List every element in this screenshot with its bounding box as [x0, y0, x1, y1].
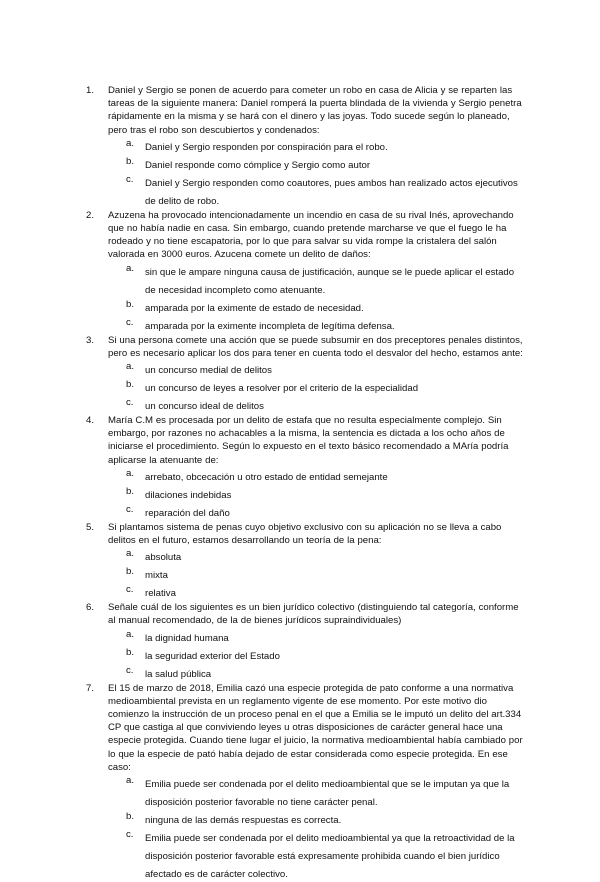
option-letter: c.: [126, 664, 134, 676]
option-letter: c.: [126, 316, 134, 328]
question-number: 5.: [86, 521, 95, 533]
option-item: [126, 547, 526, 565]
question-number: 1.: [86, 85, 95, 96]
question-number: 3.: [86, 334, 95, 346]
option-text: un concurso ideal de delitos: [145, 401, 264, 413]
option-item: [126, 155, 526, 173]
question-6: [86, 601, 526, 681]
option-item: [126, 396, 526, 414]
option-text: Daniel y Sergio responden como coautores, pues ambos han realizado actos ejecutivos de delito de robo.: [145, 177, 518, 207]
option-item: [126, 360, 526, 378]
option-text: amparada por la eximente de estado de necesidad.: [145, 302, 364, 314]
option-letter: b.: [126, 298, 135, 310]
option-text: absoluta: [145, 552, 182, 564]
option-item: [126, 646, 526, 664]
question-text: Daniel y Sergio se ponen de acuerdo para cometer un robo en casa de Alicia y se reparten las tareas de la siguiente manera: Daniel romperá la puerta blindada de la vivienda y Sergio penetra rápidamente en la misma y se hará con el dinero y las joyas. Todo sucede según lo planeado, pero tras el robo son descubiertos y condenados:: [108, 85, 522, 136]
option-letter: b.: [126, 379, 135, 391]
option-text: reparación del daño: [145, 507, 230, 519]
option-item: [126, 485, 526, 503]
question-number: 6.: [86, 602, 95, 614]
option-item: [126, 583, 526, 601]
option-letter: b.: [126, 485, 135, 497]
option-text: un concurso de leyes a resolver por el criterio de la especialidad: [145, 383, 419, 395]
option-list: [108, 628, 526, 682]
option-letter: b.: [126, 646, 135, 658]
option-list: [108, 547, 526, 601]
question-3: [86, 334, 526, 414]
option-item: [126, 810, 526, 828]
question-4: [86, 414, 526, 521]
option-item: [126, 565, 526, 583]
option-text: Emilia puede ser condenada por el delito medioambiental ya que la retroactividad de la disposición posterior favorable está expresamente prohibida cuando el bien jurídico afectado es de carácter colectivo.: [145, 833, 515, 881]
option-letter: a.: [126, 361, 135, 373]
option-list: [108, 137, 526, 209]
option-letter: c.: [126, 397, 134, 409]
option-text: Daniel responde como cómplice y Sergio como autor: [145, 159, 371, 171]
option-item: [126, 298, 526, 316]
option-letter: a.: [126, 137, 135, 149]
option-list: [108, 360, 526, 414]
option-letter: a.: [126, 262, 135, 274]
option-item: [126, 467, 526, 485]
option-list: [108, 774, 526, 882]
option-item: [126, 378, 526, 396]
question-5: [86, 521, 526, 601]
option-letter: a.: [126, 467, 135, 479]
option-text: amparada por la eximente incompleta de legítima defensa.: [145, 320, 395, 332]
question-number: 4.: [86, 415, 95, 427]
option-letter: c.: [126, 503, 134, 515]
option-text: un concurso medial de delitos: [145, 365, 272, 377]
option-text: relativa: [145, 588, 176, 600]
option-item: [126, 262, 526, 298]
option-item: [126, 503, 526, 521]
option-letter: b.: [126, 155, 135, 167]
option-item: [126, 137, 526, 155]
option-text: la seguridad exterior del Estado: [145, 650, 280, 662]
question-number: 7.: [86, 682, 95, 694]
question-text: Azuzena ha provocado intencionadamente un incendio en casa de su rival Inés, aprovechando que no había nadie en casa. Sin embargo, cuando pretende marcharse ve que el fuego le ha rodeado y no tiene escapatoria, por lo que para salvar su vida rompe la cristalera del salón valorada en 3000 euros. Azucena comete un delito de daños:: [108, 209, 514, 261]
option-list: [108, 467, 526, 521]
option-text: dilaciones indebidas: [145, 489, 232, 501]
option-text: la salud pública: [145, 668, 212, 680]
question-text: El 15 de marzo de 2018, Emilia cazó una especie protegida de pato conforme a una normativa medioambiental prevista en un reglamento vigente de ese momento. Por este motivo dio comienzo la instrucción de un proceso penal en el que a Emilia se le imputó un delito del art.334 CP que castiga al que conviviendo leyes u otras disposiciones de carácter general hace una especie protegida. Cuando tiene lugar el juicio, la normativa medioambiental había cambiado por lo que la especie de pató había dejado de estar considerada como especie protegida. En ese caso:: [108, 682, 523, 773]
question-list: [86, 84, 526, 882]
option-item: [126, 316, 526, 334]
option-letter: c.: [126, 584, 134, 596]
option-item: [126, 828, 526, 882]
option-letter: c.: [126, 829, 134, 841]
option-text: mixta: [145, 570, 168, 582]
option-item: [126, 774, 526, 810]
option-text: sin que le ampare ninguna causa de justificación, aunque se le puede aplicar el estado de necesidad incompleto como atenuante.: [145, 266, 515, 296]
option-text: arrebato, obcecación u otro estado de entidad semejante: [145, 471, 388, 483]
question-1: [86, 84, 526, 209]
question-text: Si plantamos sistema de penas cuyo objetivo exclusivo con su aplicación no se lleva a cabo delitos en el futuro, estamos desarrollando un teoría de la pena:: [108, 521, 502, 547]
question-2: [86, 209, 526, 334]
option-letter: c.: [126, 173, 134, 185]
question-text: Si una persona comete una acción que se puede subsumir en dos preceptores penales distintos, pero es necesario aplicar los dos para tener en cuenta todo el desvalor del hecho, estamos ante:: [108, 334, 523, 359]
question-text: Señale cuál de los siguientes es un bien jurídico colectivo (distinguiendo tal categoría, conforme al manual recomendado, de la de bienes jurídicos supraindividuales): [108, 602, 519, 627]
option-text: Emilia puede ser condenada por el delito medioambiental que se le imputan ya que la disposición posterior favorable no tiene carácter penal.: [145, 779, 510, 809]
option-item: [126, 173, 526, 209]
option-list: [108, 262, 526, 334]
option-text: Daniel y Sergio responden por conspiración para el robo.: [145, 141, 388, 153]
question-number: 2.: [86, 209, 95, 221]
option-item: [126, 628, 526, 646]
option-item: [126, 664, 526, 682]
option-letter: b.: [126, 811, 135, 823]
question-text: María C.M es procesada por un delito de estafa que no resulta especialmente complejo. Sin embargo, por razones no achacables a la misma, la sentencia es dictada a los ocho años de iniciarse el procedimiento. Según lo expuesto en el texto básico recomendado a MAría podría aplicarse la atenuante de:: [108, 415, 509, 466]
option-text: la dignidad humana: [145, 632, 229, 644]
question-7: [86, 682, 526, 882]
option-letter: a.: [126, 548, 135, 560]
option-letter: b.: [126, 566, 135, 578]
option-letter: a.: [126, 628, 135, 640]
option-letter: a.: [126, 775, 135, 787]
option-text: ninguna de las demás respuestas es correcta.: [145, 815, 342, 827]
